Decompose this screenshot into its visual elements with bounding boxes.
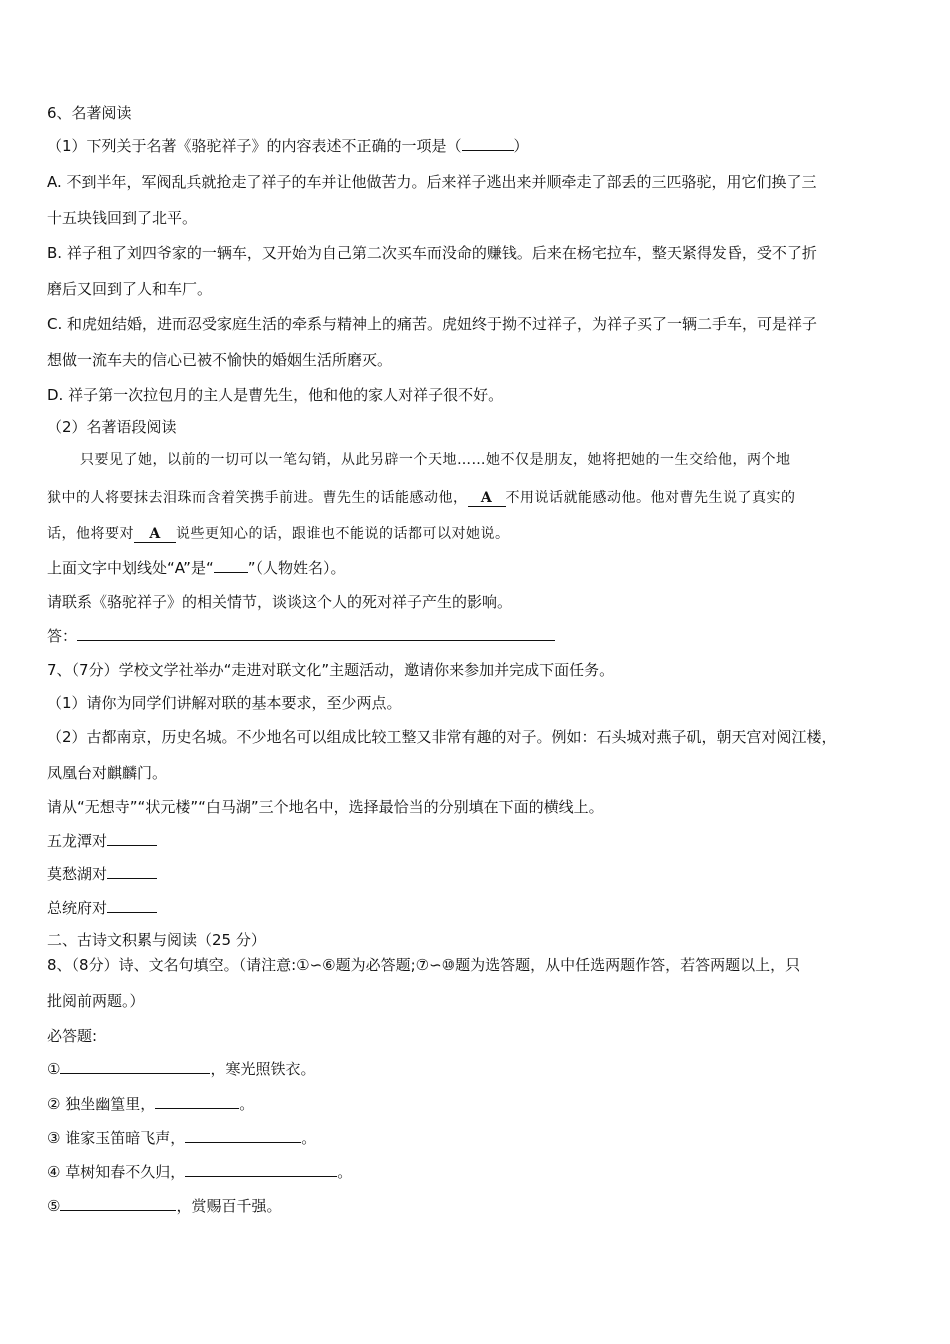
q8-item-1-number: ① (47, 1060, 61, 1078)
q6-part1-prompt-text: （1）下列关于名著《骆驼祥子》的内容表述不正确的一项是（ (47, 137, 462, 155)
q7-part1: （1）请你为同学们讲解对联的基本要求，至少两点。 (47, 694, 402, 712)
q7-heading: 7、（7分）学校文学社举办“走进对联文化”主题活动，邀请你来参加并完成下面任务。 (47, 661, 615, 679)
q6-ask-influence: 请联系《骆驼祥子》的相关情节，谈谈这个人的死对祥子产生的影响。 (47, 593, 513, 611)
q6-heading: 6、名著阅读 (47, 104, 132, 122)
q8-item-2-text: ② 独坐幽篁里， (47, 1095, 156, 1113)
q6-answer-line (47, 626, 555, 646)
q6-passage-line3-end: 说些更知心的话，跟谁也不能说的话都可以对她说。 (176, 526, 510, 542)
q7-pair-2-blank[interactable] (107, 864, 157, 879)
q6-ask-name-end: ”（人物姓名）。 (247, 559, 346, 577)
q8-item-3-text: ③ 谁家玉笛暗飞声， (47, 1129, 186, 1147)
q8-item-2-end: 。 (239, 1095, 255, 1113)
q6-ask-name (47, 558, 346, 578)
section2-heading: 二、古诗文积累与阅读（25 分） (47, 931, 266, 949)
q7-pair-1 (47, 831, 157, 851)
q8-heading-line2: 批阅前两题。） (47, 992, 145, 1010)
q7-pair-3-blank[interactable] (107, 898, 157, 913)
q7-pair-3-label: 总统府对 (47, 899, 108, 917)
q8-item-5-text: ，赏赐百千强。 (176, 1197, 282, 1215)
q6-passage-line2 (47, 488, 796, 508)
q6-part1-prompt (47, 136, 529, 156)
q7-pair-2 (47, 864, 157, 884)
q7-part2-line1: （2）古都南京，历史名城。不少地名可以组成比较工整又非常有趣的对子。例如：石头城对燕子矶，朝天宫对阅江楼， (47, 728, 837, 746)
q8-item-5-blank[interactable] (60, 1196, 176, 1211)
q6-option-b-line2: 磨后又回到了人和车厂。 (47, 280, 213, 298)
q8-item-4 (47, 1162, 352, 1182)
q8-item-5 (47, 1196, 281, 1216)
q7-part2-line2: 凤凰台对麒麟门。 (47, 764, 168, 782)
q8-heading-line1: 8、（8分）诗、文名句填空。（请注意:①∽⑥题为必答题;⑦∽⑩题为选答题，从中任选两题作答，若答两题以上，只 (47, 956, 801, 974)
q8-item-1 (47, 1059, 315, 1079)
q8-item-2-blank[interactable] (155, 1094, 239, 1109)
q6-option-c-line2: 想做一流车夫的信心已被不愉快的婚姻生活所磨灭。 (47, 351, 393, 369)
q6-passage-line3 (47, 524, 510, 544)
q6-passage-line2-end: 不用说话就能感动他。他对曹先生说了真实的 (505, 490, 796, 506)
q8-item-3 (47, 1128, 316, 1148)
q8-item-3-blank[interactable] (185, 1128, 301, 1143)
q6-passage-line3-start: 话，他将要对 (47, 526, 134, 542)
q6-passage-marker-a-2: A (134, 526, 176, 543)
q6-ask-name-start: 上面文字中划线处“A”是“ (47, 559, 214, 577)
q6-passage-line1: 只要见了她，以前的一切可以一笔勾销，从此另辟一个天地……她不仅是朋友，她将把她的一生交给他，两个地 (80, 452, 791, 468)
q6-answer-blank[interactable] (77, 626, 555, 641)
q6-part2-heading: （2）名著语段阅读 (47, 418, 177, 436)
q8-item-1-blank[interactable] (60, 1059, 210, 1074)
q6-part1-answer-blank[interactable] (462, 136, 514, 151)
q7-pair-3 (47, 898, 157, 918)
q8-required-label: 必答题: (47, 1027, 98, 1045)
q6-answer-label: 答： (47, 627, 78, 645)
q8-item-4-end: 。 (337, 1163, 353, 1181)
q7-pair-2-label: 莫愁湖对 (47, 865, 108, 883)
q6-option-a-line1: A. 不到半年，军阀乱兵就抢走了祥子的车并让他做苦力。后来祥子逃出来并顺牵走了部丢的三匹骆驼，用它们换了三 (47, 173, 817, 191)
q8-item-3-end: 。 (301, 1129, 317, 1147)
q8-item-4-text: ④ 草树知春不久归， (47, 1163, 186, 1181)
q7-pair-1-label: 五龙潭对 (47, 832, 108, 850)
q8-item-4-blank[interactable] (185, 1162, 337, 1177)
q8-item-1-text: ，寒光照铁衣。 (210, 1060, 316, 1078)
q7-instruction: 请从“无想寺”“状元楼”“白马湖”三个地名中，选择最恰当的分别填在下面的横线上。 (47, 798, 604, 816)
q8-item-5-number: ⑤ (47, 1197, 61, 1215)
q6-option-d: D. 祥子第一次拉包月的主人是曹先生，他和他的家人对祥子很不好。 (47, 386, 504, 404)
q6-option-b-line1: B. 祥子租了刘四爷家的一辆车，又开始为自己第二次买车而没命的赚钱。后来在杨宅拉车，整天紧得发昏，受不了折 (47, 244, 817, 262)
q6-passage-marker-a: A (468, 490, 506, 507)
q6-name-blank[interactable] (214, 558, 248, 573)
q8-item-2 (47, 1094, 254, 1114)
q6-part1-close-paren: ） (513, 137, 529, 155)
q6-option-a-line2: 十五块钱回到了北平。 (47, 209, 198, 227)
q6-option-c-line1: C. 和虎妞结婚，进而忍受家庭生活的牵系与精神上的痛苦。虎妞终于拗不过祥子，为祥子买了一辆二手车，可是祥子 (47, 315, 818, 333)
q6-passage-line2-start: 狱中的人将要抹去泪珠而含着笑携手前进。曹先生的话能感动他， (47, 490, 468, 506)
q7-pair-1-blank[interactable] (107, 831, 157, 846)
